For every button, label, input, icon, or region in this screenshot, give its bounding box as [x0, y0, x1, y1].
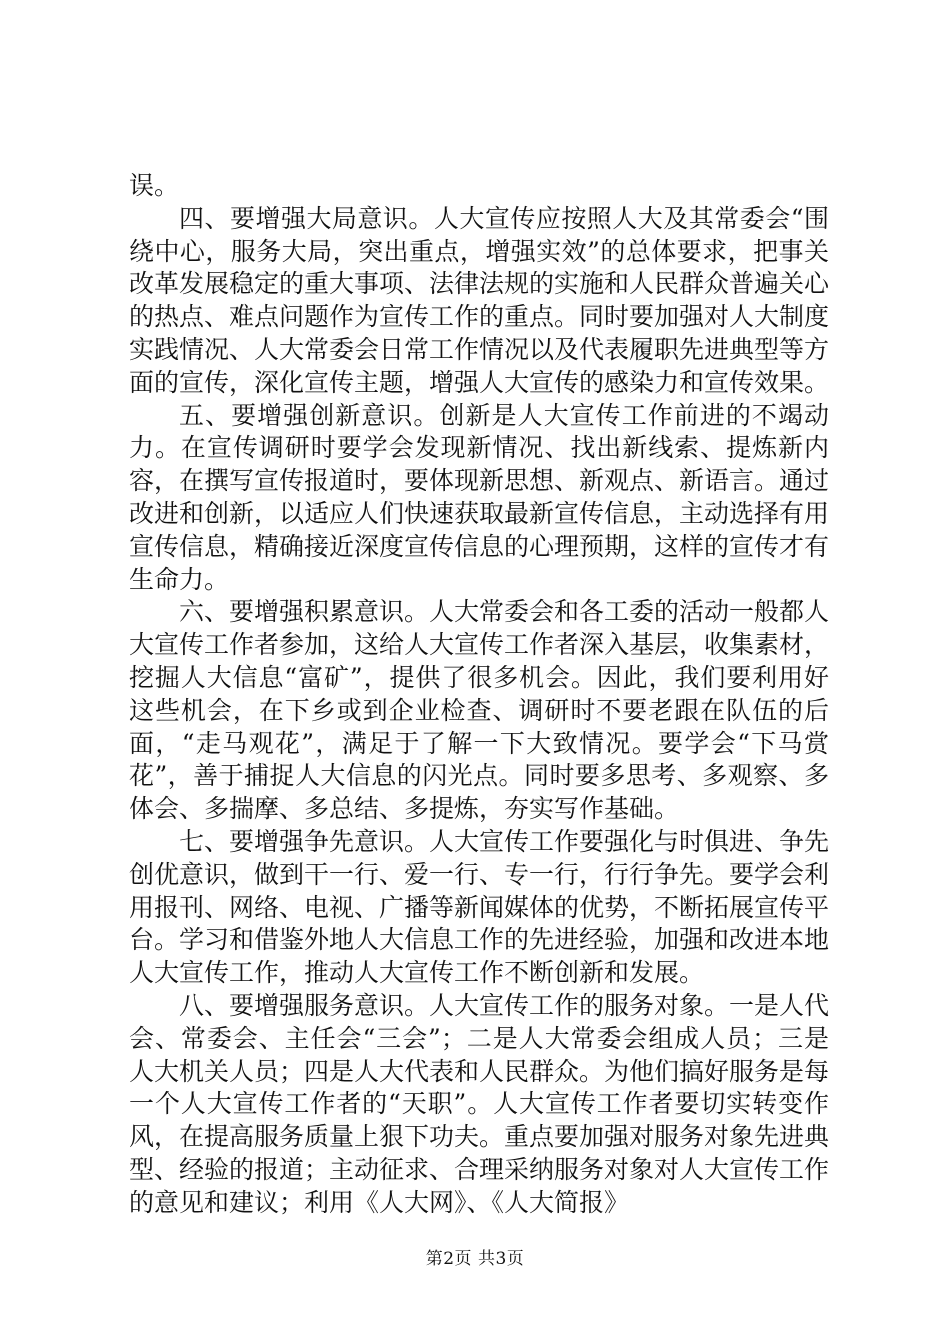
paragraph-continuation: 误。 — [129, 171, 180, 200]
document-body — [129, 170, 829, 1220]
paragraph-accumulation-awareness: 六、要增强积累意识。人大常委会和各工委的活动一般都人大宣传工作者参加，这给人大宣传工作者深入基层，收集素材，挖掘人大信息“富矿”，提供了很多机会。因此，我们要利用好这些机会，在下乡或到企业检查、调研时不要老跟在队伍的后面，“走马观花”，满足于了解一下大致情况。要学会“下马赏花”，善于捕捉人大信息的闪光点。同时要多思考、多观察、多体会、多揣摩、多总结、多提炼，夯实写作基础。 — [129, 597, 830, 824]
paragraph-excellence-awareness: 七、要增强争先意识。人大宣传工作要强化与时俱进、争先创优意识，做到干一行、爱一行、专一行，行行争先。要学会利用报刊、网络、电视、广播等新闻媒体的优势，不断拓展宣传平台。学习和借鉴外地人大信息工作的先进经验，加强和改进本地人大宣传工作，推动人大宣传工作不断创新和发展。 — [129, 826, 830, 988]
paragraph-overall-awareness: 四、要增强大局意识。人大宣传应按照人大及其常委会“围绕中心，服务大局，突出重点，增强实效”的总体要求，把事关改革发展稳定的重大事项、法律法规的实施和人民群众普遍关心的热点、难点问题作为宣传工作的重点。同时要加强对人大制度实践情况、人大常委会日常工作情况以及代表履职先进典型等方面的宣传，深化宣传主题，增强人大宣传的感染力和宣传效果。 — [129, 203, 830, 397]
paragraph-innovation-awareness: 五、要增强创新意识。创新是人大宣传工作前进的不竭动力。在宣传调研时要学会发现新情况、找出新线索、提炼新内容，在撰写宣传报道时，要体现新思想、新观点、新语言。通过改进和创新，以适应人们快速获取最新宣传信息，主动选择有用宣传信息，精确接近深度宣传信息的心理预期，这样的宣传才有生命力。 — [129, 400, 830, 594]
page-number-footer: 第2页 共3页 — [425, 1249, 525, 1269]
paragraph-service-awareness: 八、要增强服务意识。人大宣传工作的服务对象。一是人代会、常委会、主任会“三会”；二是人大常委会组成人员；三是人大机关人员；四是人大代表和人民群众。为他们搞好服务是每一个人大宣传工作者的“天职”。人大宣传工作者要切实转变作风，在提高服务质量上狠下功夫。重点要加强对服务对象先进典型、经验的报道；主动征求、合理采纳服务对象对人大宣传工作的意见和建议；利用《人大网》、《人大简报》 — [129, 990, 830, 1217]
